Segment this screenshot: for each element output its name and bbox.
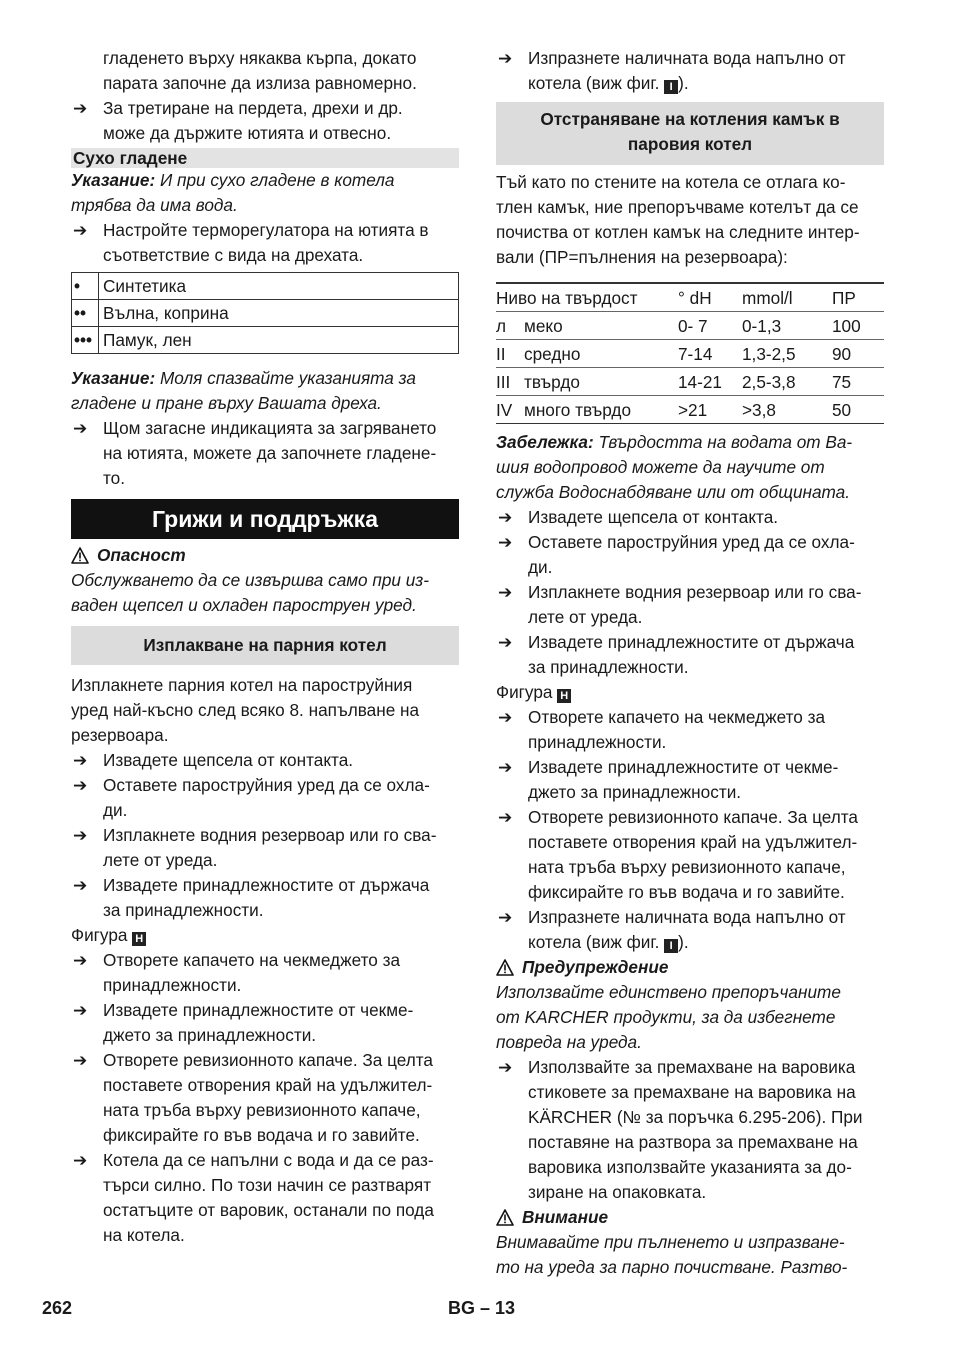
fabric-temperature-table [71,272,459,354]
step-open-inspection-cap: ➔ Отворете ревизионното капаче. За целта поставете отворения край на удължител- ната тръба върху ревизионното капаче, фиксирайте го във водача и го завийте. [496,805,884,905]
water-hardness-table [496,282,884,424]
caution-text: Внимавайте при пълненето и изпразване- то на уреда за парно почистване. Разтво- [496,1232,848,1277]
descale-heading: Отстраняване на котления камък в паровия котел [496,102,884,165]
figure-letter-icon: I [664,80,678,94]
warning-triangle-icon [496,959,514,976]
step-take-accessories: ➔ Извадете принадлежностите от чекме- джето за принадлежности. [71,998,459,1048]
hardness-remark: Забележка: Твърдостта на водата от Ва- шия водопровод можете да научите от служба Водоснабдяване или от общината. [496,432,853,502]
figure-letter-icon: I [664,939,678,953]
figure-reference: Фигура H [71,923,459,948]
warning-heading: Предупреждение [496,955,884,980]
heat-light-step: ➔ Щом загасне индикацията за загряването на ютията, можете да започнете гладене- то. [71,416,459,491]
caution-heading: Внимание [496,1205,884,1230]
step-remove-accessories: ➔ Извадете принадлежностите от държача за принадлежности. [496,630,884,680]
continued-text: гладенето върху някаква кърпа, докато парата започне да излиза равномерно. [103,48,417,93]
figure-letter-icon: H [557,689,571,703]
step-unplug: ➔ Извадете щепсела от контакта. [71,748,459,773]
step-rinse-tank: ➔ Изплакнете водния резервоар или го сва- лете от уреда. [496,580,884,630]
care-label-note: Указание: Моля спазвайте указанията за гладене и пране върху Вашата дреха. [71,368,416,413]
figure-letter-icon: H [132,932,146,946]
step-cool: ➔ Оставете пароструйния уред да се охла- ди. [71,773,459,823]
step-remove-accessories: ➔ Извадете принадлежностите от държача за принадлежности. [71,873,459,923]
thermostat-step: ➔ Настройте терморегулатора на ютията в съответствие с вида на дрехата. [71,218,459,268]
step-cool: ➔ Оставете пароструйния уред да се охла- ди. [496,530,884,580]
descale-intro: Тъй като по стените на котела се отлага ко- тлен камък, ние препоръчваме котелът да се почиства от котлен камък на следните интер- вали (ПР=пълнения на резервоара): [496,172,860,267]
left-column [71,46,459,1248]
rinse-heading: Изплакване на парния котел [71,626,459,665]
step-rinse-tank: ➔ Изплакнете водния резервоар или го сва- лете от уреда. [71,823,459,873]
step-take-accessories: ➔ Извадете принадлежностите от чекме- джето за принадлежности. [496,755,884,805]
page-number: 262 [42,1298,73,1318]
danger-heading: Опасност [71,543,459,568]
table-row: л меко 0- 7 0-1,3 100 [496,312,884,340]
table-row: III твърдо 14-21 2,5-3,8 75 [496,368,884,396]
rinse-intro: Изплакнете парния котел на пароструйния уред най-късно след всяко 8. напълване на резервоара. [71,675,420,745]
warning-text: Използвайте единствено препоръчаните от KARCHER продукти, за да избегнете повреда на уреда. [496,982,841,1052]
table-row: IV много твърдо >21 >3,8 50 [496,396,884,424]
dry-ironing-note: Указание: И при сухо гладене в котела трябва да има вода. [71,170,395,215]
right-column [496,46,884,1280]
curtains-step: ➔ За третиране на пердета, дрехи и др. може да държите ютията и отвесно. [71,96,459,146]
section-page-label: BG – 13 [448,1298,516,1318]
step-open-drawer: ➔ Отворете капачето на чекмеджето за принадлежности. [496,705,884,755]
step-open-inspection-cap: ➔ Отворете ревизионното капаче. За целта поставете отворения край на удължител- ната тръба върху ревизионното капаче, фиксирайте го във водача и го завийте. [71,1048,459,1148]
warning-triangle-icon [496,1209,514,1226]
table-row: •• Вълна, коприна [72,300,459,327]
section-title: Грижи и поддръжка [71,499,459,539]
step-descaler: ➔ Използвайте за премахване на варовика стиковете за премахване на варовика на KÄRCHER (№ за поръчка 6.295-206). При поставяне на разтвора за премахване на варовика използвайте указанията за до- зиране на опаковката. [496,1055,884,1205]
table-row: II средно 7-14 1,3-2,5 90 [496,340,884,368]
dry-ironing-heading: Сухо гладене [71,148,459,168]
step-open-drawer: ➔ Отворете капачето на чекмеджето за принадлежности. [71,948,459,998]
step-unplug: ➔ Извадете щепсела от контакта. [496,505,884,530]
table-header-row: Ниво на твърдост ° dH mmol/l ПР [496,287,856,308]
table-row: • Синтетика [72,273,459,300]
table-row: ••• Памук, лен [72,327,459,354]
warning-triangle-icon [71,547,89,564]
step-drain-water: ➔ Изпразнете наличната вода напълно от котела (виж фиг. I ). [496,905,884,955]
figure-reference: Фигура H [496,680,884,705]
danger-text: Обслужването да се извършва само при из- ваден щепсел и охладен пароструен уред. [71,570,430,615]
step-fill-and-shake: ➔ Котела да се напълни с вода и да се раз- търси силно. По този начин се разтварят остатъците от варовик, останали по пода на котела. [71,1148,459,1248]
step-drain-water: ➔ Изпразнете наличната вода напълно от котела (виж фиг. I ). [496,46,884,96]
